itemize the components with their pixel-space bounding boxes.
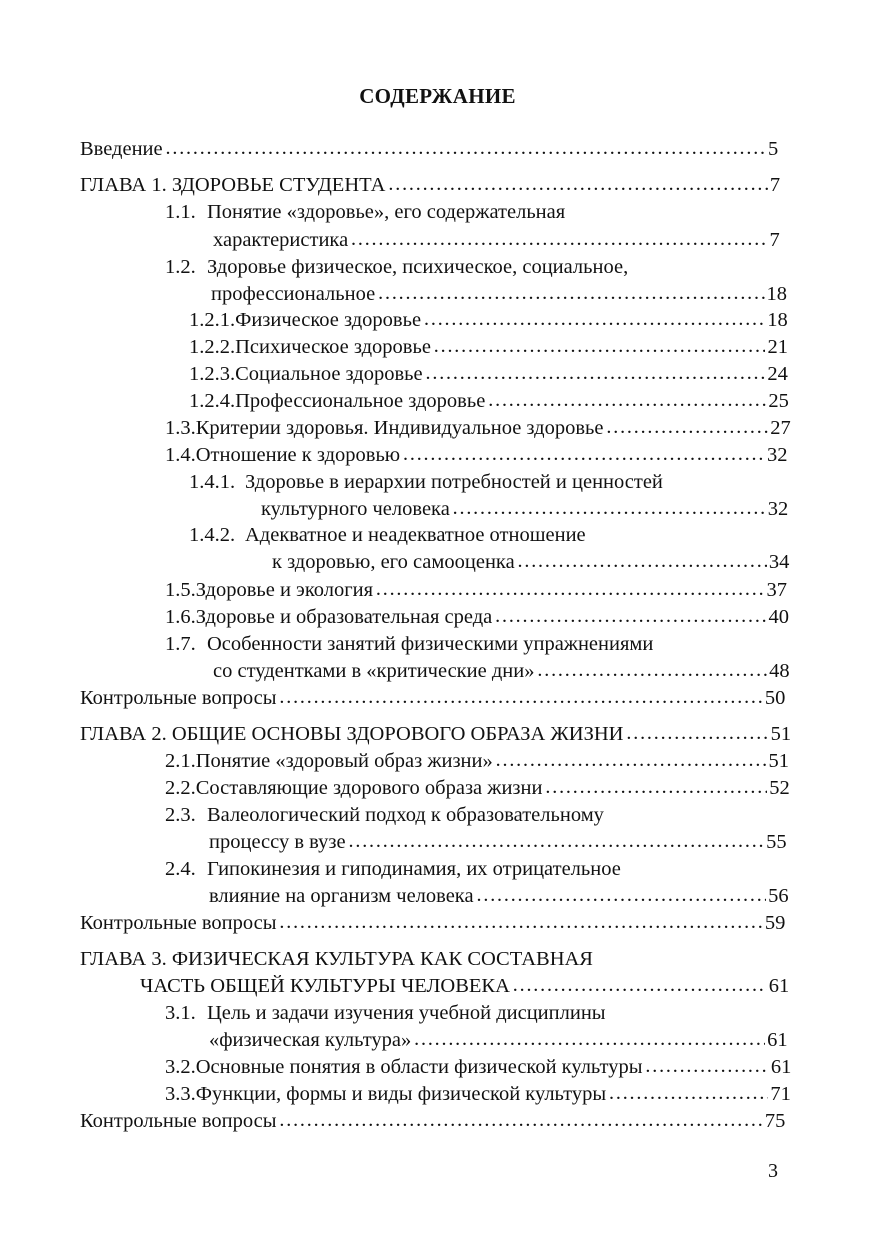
toc-entry-title: к здоровью, его самооценка [272, 551, 515, 573]
toc-entry-number: 1.3. [165, 417, 196, 439]
toc-entry-page: 71 [770, 1083, 791, 1105]
toc-entry [189, 307, 788, 333]
toc-dot-leader [608, 1080, 768, 1106]
toc-entry [140, 973, 790, 999]
toc-entry-title: ГЛАВА 1. ЗДОРОВЬЕ СТУДЕНТА [80, 174, 386, 196]
toc-dot-leader [476, 882, 767, 908]
toc-entry-title: Основные понятия в области физической культуры [195, 1056, 643, 1078]
page-number: 3 [768, 1160, 778, 1182]
toc-entry-title: Понятие «здоровье», его содержательная [207, 201, 566, 223]
toc-entry [213, 658, 790, 684]
toc-entry [189, 361, 788, 387]
toc-dot-leader [165, 135, 766, 161]
toc-entry [189, 469, 773, 495]
toc-entry-number: 1.4. [165, 444, 196, 466]
toc-dot-leader [348, 828, 764, 854]
toc-entry [213, 227, 780, 253]
toc-entry-page: 32 [767, 498, 789, 520]
toc-dot-leader [377, 280, 764, 306]
toc-entry [165, 856, 773, 882]
toc-entry-page: 75 [764, 1110, 786, 1132]
toc-entry [209, 883, 789, 909]
toc-entry-title: Физическое здоровье [235, 309, 422, 331]
toc-entry-page: 56 [768, 885, 789, 907]
toc-entry-title: Контрольные вопросы [80, 687, 277, 709]
toc-entry-page: 24 [767, 363, 788, 385]
toc-entry-page: 21 [767, 336, 788, 358]
toc-entry-title: Контрольные вопросы [80, 1110, 277, 1132]
toc-entry-title: Составляющие здорового образа жизни [195, 777, 543, 799]
toc-entry-number: 1.2.2. [189, 336, 236, 358]
toc-entry [80, 910, 786, 936]
toc-entry-title: Цель и задачи изучения учебной дисциплины [207, 1002, 606, 1024]
toc-entry [165, 577, 788, 603]
toc-entry-page: 18 [767, 309, 788, 331]
toc-entry [165, 1081, 791, 1107]
toc-entry [165, 442, 788, 468]
toc-entry-title: Адекватное и неадекватное отношение [245, 524, 586, 546]
toc-entry [189, 522, 773, 548]
toc-entry [165, 1054, 792, 1080]
toc-entry-number: 1.5. [165, 579, 196, 601]
toc-dot-leader [536, 657, 767, 683]
toc-entry [165, 631, 773, 657]
toc-entry-title: Гипокинезия и гиподинамия, их отрицательное [207, 858, 621, 880]
toc-dot-leader [279, 909, 763, 935]
toc-entry-number: 3.3. [165, 1083, 196, 1105]
toc-dot-leader [512, 972, 767, 998]
toc-entry-number: 1.2.1. [189, 309, 236, 331]
toc-entry-title: Понятие «здоровый образ жизни» [195, 750, 493, 772]
toc-entry-title: Психическое здоровье [235, 336, 431, 358]
toc-entry-title: Функции, формы и виды физической культуры [195, 1083, 607, 1105]
toc-entry-title: Валеологический подход к образовательному [207, 804, 604, 826]
toc-entry-page: 51 [768, 750, 789, 772]
toc-dot-leader [279, 1107, 763, 1133]
toc-entry-title: культурного человека [261, 498, 450, 520]
toc-entry-page: 34 [768, 551, 790, 573]
toc-entry-title: Профессиональное здоровье [235, 390, 486, 412]
toc-dot-leader [452, 495, 766, 521]
toc-dot-leader [413, 1026, 765, 1052]
toc-entry-title: Контрольные вопросы [80, 912, 277, 934]
toc-entry-title: Введение [80, 138, 163, 160]
toc-entry-title: Здоровье и образовательная среда [195, 606, 493, 628]
toc-entry [80, 172, 781, 198]
toc-entry-page: 40 [768, 606, 789, 628]
toc-entry-number: 1.4.1. [189, 471, 236, 493]
toc-entry [165, 802, 773, 828]
toc-entry [165, 1000, 773, 1026]
toc-entry [165, 775, 790, 801]
toc-entry-number: 1.4.2. [189, 524, 236, 546]
toc-dot-leader [517, 548, 767, 574]
toc-entry [80, 136, 779, 162]
toc-entry [211, 281, 788, 307]
toc-dot-leader [425, 360, 766, 386]
toc-entry-page: 25 [768, 390, 789, 412]
toc-entry [165, 199, 773, 225]
toc-entry [80, 721, 792, 747]
toc-dot-leader [487, 387, 766, 413]
toc-entry-page: 61 [768, 975, 790, 997]
toc-dot-leader [402, 441, 765, 467]
toc-entry-page: 61 [770, 1056, 792, 1078]
toc-entry [80, 685, 786, 711]
toc-entry [189, 334, 788, 360]
toc-entry-title: ГЛАВА 3. ФИЗИЧЕСКАЯ КУЛЬТУРА КАК СОСТАВНАЯ [80, 948, 593, 970]
toc-entry [80, 1108, 786, 1134]
toc-entry-page: 18 [766, 283, 788, 305]
toc-entry-title: Здоровье и экология [195, 579, 374, 601]
toc-entry-number: 2.2. [165, 777, 196, 799]
page-title: СОДЕРЖАНИЕ [359, 84, 516, 108]
toc-dot-leader [605, 414, 768, 440]
toc-entry-title: Социальное здоровье [235, 363, 423, 385]
toc-dot-leader [544, 774, 767, 800]
toc-entry-number: 3.2. [165, 1056, 196, 1078]
toc-entry [261, 496, 789, 522]
toc-entry [165, 415, 791, 441]
toc-entry-page: 51 [770, 723, 792, 745]
toc-dot-leader [644, 1053, 768, 1079]
toc-dot-leader [350, 226, 767, 252]
toc-entry-page: 48 [769, 660, 790, 682]
toc-entry-page: 55 [766, 831, 787, 853]
toc-entry-title: со студентками в «критические дни» [213, 660, 535, 682]
toc-dot-leader [375, 576, 764, 602]
toc-entry-title: «физическая культура» [209, 1029, 412, 1051]
toc-entry [209, 1027, 788, 1053]
toc-entry-page: 7 [769, 174, 781, 196]
toc-entry-title: ГЛАВА 2. ОБЩИЕ ОСНОВЫ ЗДОРОВОГО ОБРАЗА ЖИЗНИ [80, 723, 624, 745]
toc-entry-number: 1.6. [165, 606, 196, 628]
toc-entry [165, 254, 773, 280]
toc-entry-title: Отношение к здоровью [195, 444, 401, 466]
toc-entry-number: 1.1. [165, 201, 196, 223]
toc-entry-number: 1.2.4. [189, 390, 236, 412]
toc-entry-page: 59 [764, 912, 786, 934]
toc-entry-number: 1.7. [165, 633, 196, 655]
toc-entry-page: 27 [770, 417, 791, 439]
toc-entry-number: 1.2. [165, 256, 196, 278]
toc-entry [209, 829, 787, 855]
toc-entry [80, 946, 773, 972]
toc-entry-page: 37 [766, 579, 788, 601]
toc-entry-number: 2.1. [165, 750, 196, 772]
toc-entry-title: Здоровье в иерархии потребностей и ценностей [245, 471, 663, 493]
toc-entry-number: 1.2.3. [189, 363, 236, 385]
toc-entry-title: профессиональное [211, 283, 376, 305]
toc-dot-leader [387, 171, 767, 197]
toc-entry [272, 549, 790, 575]
toc-entry-title: Здоровье физическое, психическое, социальное, [207, 256, 629, 278]
toc-entry-page: 52 [769, 777, 790, 799]
toc-dot-leader [625, 720, 768, 746]
toc-entry-number: 2.3. [165, 804, 196, 826]
toc-entry-title: ЧАСТЬ ОБЩЕЙ КУЛЬТУРЫ ЧЕЛОВЕКА [140, 975, 510, 997]
toc-entry-page: 32 [766, 444, 788, 466]
toc-entry-title: Критерии здоровья. Индивидуальное здоровье [195, 417, 604, 439]
toc-entry-title: процессу в вузе [209, 831, 346, 853]
toc-dot-leader [423, 306, 765, 332]
toc-entry-number: 2.4. [165, 858, 196, 880]
toc-entry [165, 748, 789, 774]
toc-entry-title: влияние на организм человека [209, 885, 474, 907]
toc-entry-page: 50 [764, 687, 786, 709]
toc-entry-number: 3.1. [165, 1002, 196, 1024]
toc-dot-leader [279, 684, 763, 710]
toc-entry [165, 604, 789, 630]
toc-dot-leader [495, 747, 767, 773]
toc-entry-page: 61 [767, 1029, 788, 1051]
toc-entry-page: 5 [767, 138, 779, 160]
toc-entry-title: характеристика [213, 229, 349, 251]
toc-entry-title: Особенности занятий физическими упражнениями [207, 633, 654, 655]
toc-entry-page: 7 [769, 229, 780, 251]
toc-dot-leader [433, 333, 766, 359]
toc-entry [189, 388, 789, 414]
toc-dot-leader [494, 603, 766, 629]
